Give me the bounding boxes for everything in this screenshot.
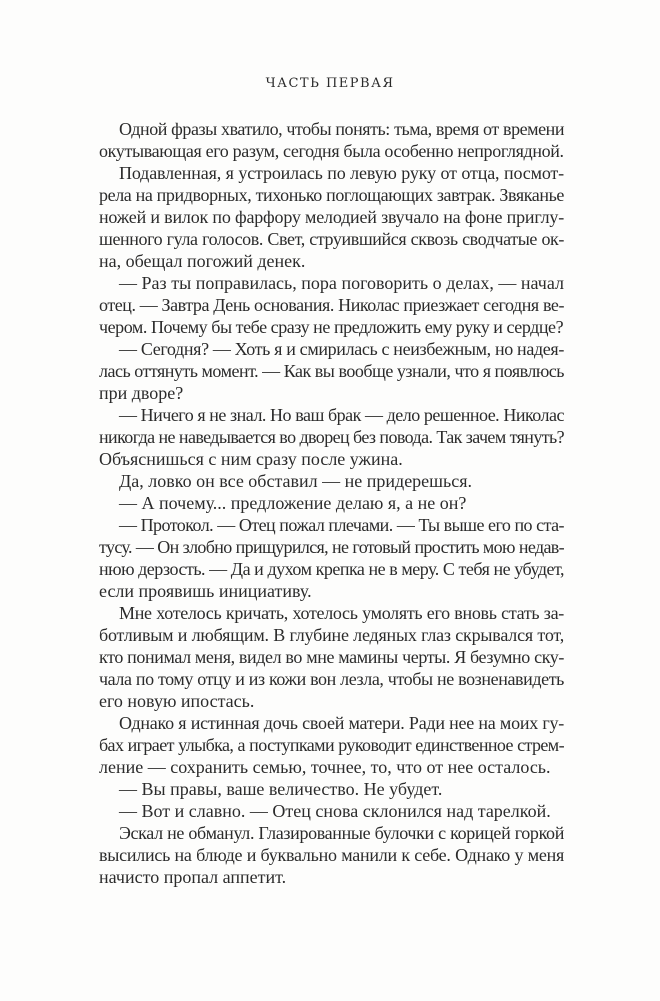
running-head: ЧАСТЬ ПЕРВАЯ [265, 76, 395, 91]
body-text [99, 118, 564, 888]
text-line: чером. Почему бы тебе сразу не предложить ему руку и сердце? [99, 317, 564, 337]
text-line: Эскал не обманул. Глазированные булочки с корицей горкой [119, 823, 564, 843]
text-line: никогда не наведывается во дворец без повода. Так зачем тянуть? [99, 427, 564, 447]
text-line: Мне хотелось кричать, хотелось умолять его вновь стать за- [119, 603, 564, 623]
text-line: — Вы правы, ваше величество. Не убудет. [119, 779, 443, 799]
text-line: шенного гула голосов. Свет, струившийся сквозь сводчатые ок- [99, 229, 564, 249]
text-line: рела на придворных, тихонько поглощающих завтрак. Звяканье [99, 185, 564, 205]
text-line: нюю дерзость. — Да и духом крепка не в меру. С тебя не убудет, [99, 559, 564, 579]
text-line: кто понимал меня, видел во мне мамины черты. Я безумно ску- [99, 647, 564, 667]
text-line: ботливым и любящим. В глубине ледяных глаз скрывался тот, [99, 625, 564, 645]
text-line: высились на блюде и буквально манили к себе. Однако у меня [99, 845, 564, 865]
text-line: на, обещал погожий денек. [99, 251, 306, 271]
text-line: начисто пропал аппетит. [99, 867, 287, 887]
text-line: лась оттянуть момент. — Как вы вообще узнали, что я появлюсь [99, 361, 564, 381]
text-line: Одной фразы хватило, чтобы понять: тьма, время от времени [119, 119, 564, 139]
text-line: ление — сохранить семью, точнее, то, что от нее осталось. [99, 757, 551, 777]
text-line: его новую ипостась. [99, 691, 255, 711]
text-line: если проявишь инициативу. [99, 581, 312, 601]
text-line: — Сегодня? — Хоть я и смирилась с неизбежным, но надея- [119, 339, 564, 359]
text-line: окутывающая его разум, сегодня была особенно непроглядной. [99, 141, 564, 161]
text-line: ножей и вилок по фарфору мелодией звучало на фоне приглу- [99, 207, 564, 227]
text-line: — Ничего я не знал. Но ваш брак — дело решенное. Николас [119, 405, 564, 425]
text-line: отец. — Завтра День основания. Николас приезжает сегодня ве- [99, 295, 564, 315]
text-line: Однако я истинная дочь своей матери. Ради нее на моих гу- [119, 713, 564, 733]
text-line: — А почему... предложение делаю я, а не он? [119, 493, 467, 513]
text-line: — Раз ты поправилась, пора поговорить о делах, — начал [119, 273, 564, 293]
text-line: — Вот и славно. — Отец снова склонился над тарелкой. [119, 801, 551, 821]
text-line: Да, ловко он все обставил — не придерешься. [119, 471, 473, 491]
text-line: — Протокол. — Отец пожал плечами. — Ты выше его по ста- [119, 515, 564, 535]
text-line: чала по тому отцу и из кожи вон лезла, чтобы не возненавидеть [99, 669, 564, 689]
text-line: Подавленная, я устроилась по левую руку от отца, посмот- [119, 163, 564, 183]
text-line: Объяснишься с ним сразу после ужина. [99, 449, 403, 469]
text-line: тусу. — Он злобно прищурился, не готовый простить мою недав- [99, 537, 564, 557]
text-line: бах играет улыбка, а поступками руководит единственное стрем- [99, 735, 564, 755]
text-line: при дворе? [99, 383, 184, 403]
